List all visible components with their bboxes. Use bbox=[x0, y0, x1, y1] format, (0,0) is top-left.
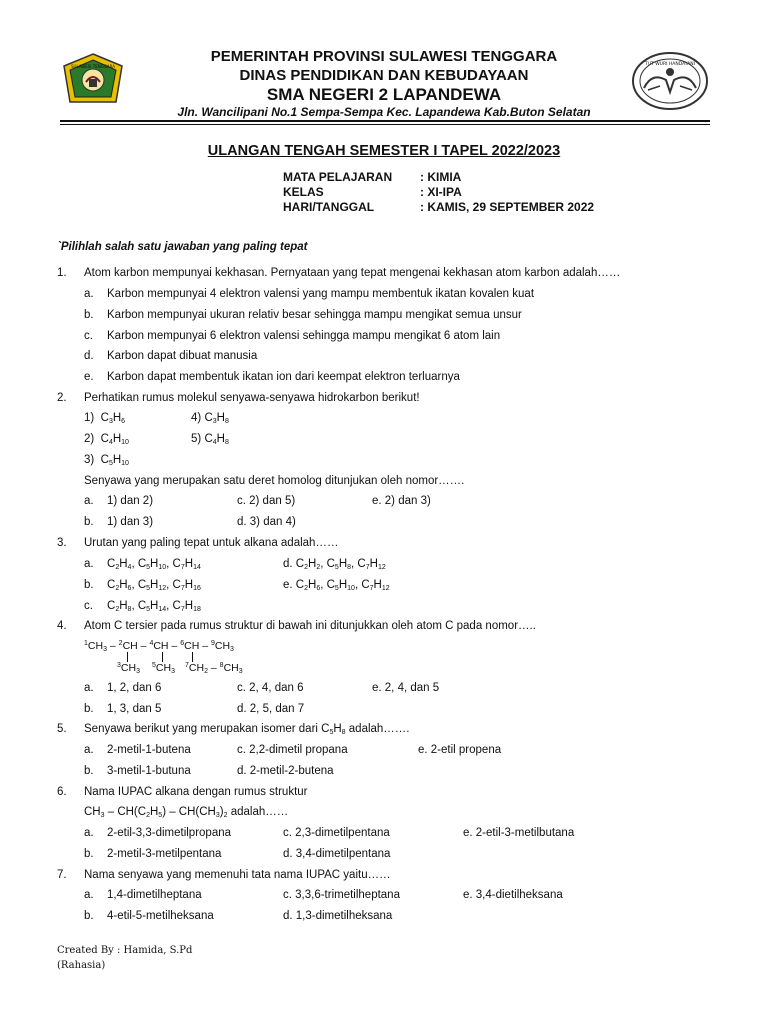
header-government: PEMERINTAH PROVINSI SULAWESI TENGGARA bbox=[210, 48, 558, 65]
option-letter: b. bbox=[84, 309, 94, 321]
option-letter: b. bbox=[84, 765, 94, 777]
bond-line bbox=[192, 652, 193, 662]
option-letter: b. bbox=[84, 516, 94, 528]
option-text: $C_2H_4$, $C_5H_{10}$, $C_7H_{14}$ bbox=[107, 558, 201, 571]
structure-formula: $CH_3 - CH(C_2H_5) - CH(CH_3)_2$ adalah…… bbox=[84, 806, 289, 819]
option-text: 2-metil-3-metilpentana bbox=[107, 848, 222, 860]
question-text: Senyawa berikut yang merupakan isomer dari $C_5H_8$ adalah……. bbox=[84, 723, 410, 736]
info-value-class: : XI-IPA bbox=[420, 185, 462, 199]
option-letter: a. bbox=[84, 682, 94, 694]
info-value-subject: : KIMIA bbox=[420, 170, 462, 184]
formula-item: 4) $C_3H_8$ bbox=[191, 412, 229, 425]
option-text: 1,4-dimetilheptana bbox=[107, 889, 202, 901]
question-text: Atom karbon mempunyai kekhasan. Pernyataan yang tepat mengenai kekhasan atom karbon adalah…… bbox=[84, 267, 621, 279]
header-department: DINAS PENDIDIKAN DAN KEBUDAYAAN bbox=[239, 67, 529, 84]
option-letter: d. bbox=[84, 350, 94, 362]
question-text: Urutan yang paling tepat untuk alkana adalah…… bbox=[84, 537, 339, 549]
info-value-date: : KAMIS, 29 SEPTEMBER 2022 bbox=[420, 200, 595, 214]
option-text: d. 2-metil-2-butena bbox=[237, 765, 334, 777]
option-text: e. 2) dan 3) bbox=[372, 495, 431, 507]
structure-main-chain: $^1CH_3 - ^2CH - ^4CH - ^6CH - ^9CH_3$ bbox=[84, 640, 234, 653]
option-text: c. 2, 4, dan 6 bbox=[237, 682, 304, 694]
option-text: d. 3) dan 4) bbox=[237, 516, 296, 528]
option-letter: b. bbox=[84, 848, 94, 860]
question-text: Perhatikan rumus molekul senyawa-senyawa hidrokarbon berikut! bbox=[84, 392, 420, 404]
question-number: 5. bbox=[57, 723, 67, 735]
option-text: c. 2,3-dimetilpentana bbox=[283, 827, 390, 839]
instruction: `Pilihlah salah satu jawaban yang paling tepat bbox=[57, 241, 308, 253]
footer-author: Created By : Hamida, S.Pd bbox=[57, 945, 193, 956]
option-text: 1, 2, dan 6 bbox=[107, 682, 162, 694]
option-text: 1, 3, dan 5 bbox=[107, 703, 162, 715]
option-text: d. 2, 5, dan 7 bbox=[237, 703, 305, 715]
formula-item: 3) $C_5H_{10}$ bbox=[84, 454, 129, 467]
option-text: $C_2H_6$, $C_5H_{12}$, $C_7H_{16}$ bbox=[107, 579, 201, 592]
option-letter: a. bbox=[84, 889, 94, 901]
formula-item: 5) $C_4H_8$ bbox=[191, 433, 229, 446]
option-text: c. 3,3,6-trimetilheptana bbox=[283, 889, 400, 901]
option-letter: a. bbox=[84, 744, 94, 756]
option-letter: b. bbox=[84, 910, 94, 922]
option-letter: b. bbox=[84, 703, 94, 715]
option-text: 1) dan 2) bbox=[107, 495, 154, 507]
structure-branch: $^5CH_3$ bbox=[152, 662, 175, 675]
option-letter: a. bbox=[84, 827, 94, 839]
option-text: 2-metil-1-butena bbox=[107, 744, 191, 756]
bond-line bbox=[127, 652, 128, 662]
option-text: Karbon mempunyai 4 elektron valensi yang mampu membentuk ikatan kovalen kuat bbox=[107, 288, 535, 300]
option-text: $C_2H_8$, $C_5H_{14}$, $C_7H_{18}$ bbox=[107, 600, 201, 613]
question-text: Nama senyawa yang memenuhi tata nama IUPAC yaitu…… bbox=[84, 869, 391, 881]
option-letter: a. bbox=[84, 495, 94, 507]
formula-item: 1) $C_3H_6$ bbox=[84, 412, 126, 425]
question-stem: Senyawa yang merupakan satu deret homolog ditunjukan oleh nomor……. bbox=[84, 475, 465, 487]
option-text: Karbon dapat dibuat manusia bbox=[107, 350, 258, 362]
logo-text: SULAWESI TENGGARA bbox=[70, 64, 116, 69]
option-text: 3-metil-1-butuna bbox=[107, 765, 191, 777]
option-text: c. 2,2-dimetil propana bbox=[237, 744, 348, 756]
header-divider bbox=[60, 120, 710, 122]
option-text: e. 3,4-dietilheksana bbox=[463, 889, 563, 901]
footer-note: (Rahasia) bbox=[57, 960, 106, 971]
option-text: e. 2-etil-3-metilbutana bbox=[463, 827, 575, 839]
option-text: e. $C_2H_6$, $C_5H_{10}$, $C_7H_{12}$ bbox=[283, 579, 390, 592]
question-number: 6. bbox=[57, 786, 67, 798]
question-number: 3. bbox=[57, 537, 67, 549]
option-letter: a. bbox=[84, 288, 94, 300]
option-letter: a. bbox=[84, 558, 94, 570]
question-text: Nama IUPAC alkana dengan rumus struktur bbox=[84, 786, 308, 798]
option-text: Karbon dapat membentuk ikatan ion dari keempat elektron terluarnya bbox=[107, 371, 460, 383]
header-divider-thin bbox=[60, 124, 710, 125]
logo-text: TUT WURI HANDAYANI bbox=[645, 62, 695, 67]
option-text: 1) dan 3) bbox=[107, 516, 154, 528]
exam-title: ULANGAN TENGAH SEMESTER I TAPEL 2022/2023 bbox=[207, 143, 561, 159]
question-text: Atom C tersier pada rumus struktur di bawah ini ditunjukkan oleh atom C pada nomor….. bbox=[84, 620, 536, 632]
option-text: e. 2, 4, dan 5 bbox=[372, 682, 440, 694]
info-label-subject: MATA PELAJARAN bbox=[283, 170, 393, 184]
option-text: 4-etil-5-metilheksana bbox=[107, 910, 214, 922]
info-label-date: HARI/TANGGAL bbox=[283, 200, 375, 214]
structure-branch: $^7CH_2 - ^8CH_3$ bbox=[185, 662, 243, 675]
header-school-name: SMA NEGERI 2 LAPANDEWA bbox=[266, 85, 502, 104]
option-text: e. 2-etil propena bbox=[418, 744, 502, 756]
bond-line bbox=[162, 652, 163, 662]
option-letter: b. bbox=[84, 579, 94, 591]
structure-branch: $^3CH_3$ bbox=[117, 662, 140, 675]
option-letter: c. bbox=[84, 330, 93, 342]
option-text: c. 2) dan 5) bbox=[237, 495, 296, 507]
option-letter: e. bbox=[84, 371, 94, 383]
info-label-class: KELAS bbox=[283, 185, 324, 199]
option-text: Karbon mempunyai 6 elektron valensi sehingga mampu mengikat 6 atom lain bbox=[107, 330, 501, 342]
formula-item: 2) $C_4H_{10}$ bbox=[84, 433, 129, 446]
question-number: 7. bbox=[57, 869, 67, 881]
question-number: 1. bbox=[57, 267, 67, 279]
header-address: Jln. Wancilipani No.1 Sempa-Sempa Kec. Lapandewa Kab.Buton Selatan bbox=[177, 105, 591, 119]
option-text: d. 3,4-dimetilpentana bbox=[283, 848, 391, 860]
option-text: d. $C_2H_2$, $C_5H_8$, $C_7H_{12}$ bbox=[283, 558, 386, 571]
question-number: 4. bbox=[57, 620, 67, 632]
option-text: Karbon mempunyai ukuran relativ besar sehingga mampu mengikat semua unsur bbox=[107, 309, 522, 321]
question-number: 2. bbox=[57, 392, 67, 404]
option-text: 2-etil-3,3-dimetilpropana bbox=[107, 827, 232, 839]
option-letter: c. bbox=[84, 600, 93, 612]
option-text: d. 1,3-dimetilheksana bbox=[283, 910, 393, 922]
